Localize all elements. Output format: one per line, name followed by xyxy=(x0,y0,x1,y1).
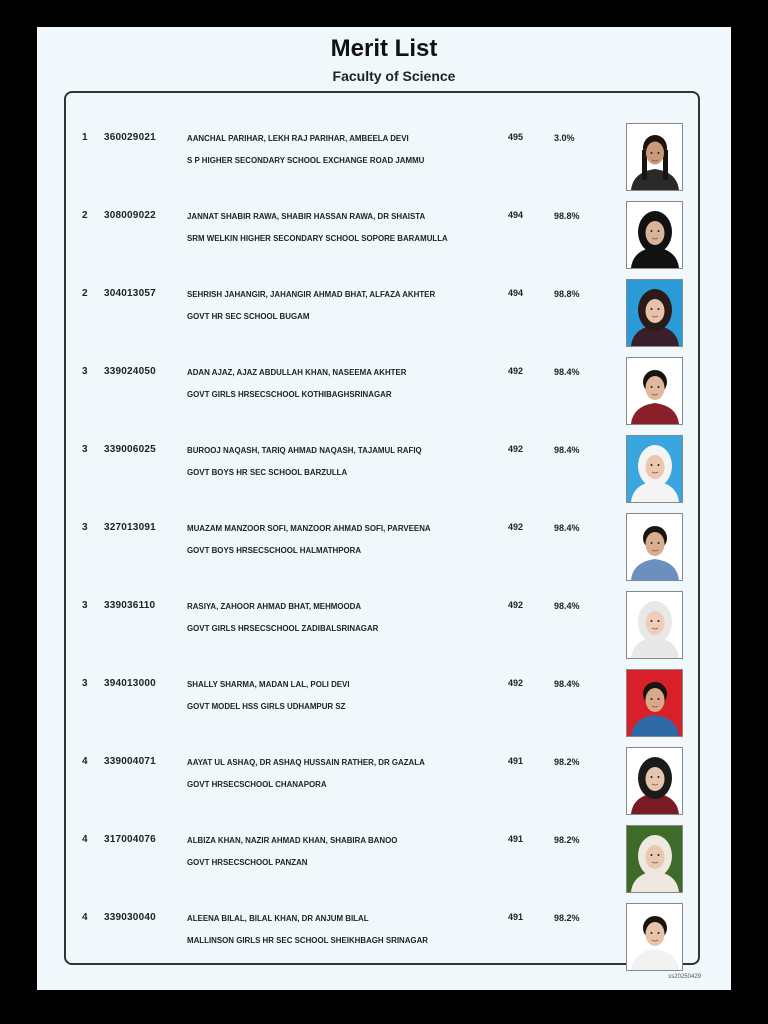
student-photo xyxy=(626,903,683,971)
table-row xyxy=(37,361,731,439)
school-name: GOVT HRSECSCHOOL PANZAN xyxy=(187,857,308,867)
school-name: GOVT HRSECSCHOOL CHANAPORA xyxy=(187,779,327,789)
portrait-illustration xyxy=(627,748,683,814)
candidate-names: ALEENA BILAL, BILAL KHAN, DR ANJUM BILAL xyxy=(187,913,369,923)
percentage-value: 98.4% xyxy=(554,367,580,377)
rank-value: 3 xyxy=(82,522,88,533)
table-row xyxy=(37,595,731,673)
marks-value: 491 xyxy=(508,912,524,922)
student-photo xyxy=(626,201,683,269)
candidate-names: ADAN AJAZ, AJAZ ABDULLAH KHAN, NASEEMA AKHTER xyxy=(187,367,407,377)
candidate-names: RASIYA, ZAHOOR AHMAD BHAT, MEHMOODA xyxy=(187,601,362,611)
portrait-illustration xyxy=(627,904,683,970)
portrait-illustration xyxy=(627,124,683,190)
candidate-names: JANNAT SHABIR RAWA, SHABIR HASSAN RAWA, DR SHAISTA xyxy=(187,211,426,221)
roll-number: 394013000 xyxy=(104,678,156,689)
table-row xyxy=(37,751,731,829)
roll-number: 339030040 xyxy=(104,912,156,923)
percentage-value: 98.2% xyxy=(554,757,580,767)
roll-number: 327013091 xyxy=(104,522,156,533)
table-row xyxy=(37,829,731,907)
table-row xyxy=(37,907,731,985)
rank-value: 2 xyxy=(82,288,88,299)
school-name: GOVT MODEL HSS GIRLS UDHAMPUR SZ xyxy=(187,701,346,711)
rank-value: 2 xyxy=(82,210,88,221)
school-name: GOVT HR SEC SCHOOL BUGAM xyxy=(187,311,310,321)
candidate-names: AAYAT UL ASHAQ, DR ASHAQ HUSSAIN RATHER, DR GAZALA xyxy=(187,757,425,767)
roll-number: 339036110 xyxy=(104,600,156,611)
table-row xyxy=(37,205,731,283)
rank-value: 3 xyxy=(82,444,88,455)
student-photo xyxy=(626,747,683,815)
portrait-illustration xyxy=(627,670,683,736)
student-photo xyxy=(626,435,683,503)
table-row xyxy=(37,283,731,361)
portrait-illustration xyxy=(627,436,683,502)
marks-value: 494 xyxy=(508,210,524,220)
marks-value: 494 xyxy=(508,288,524,298)
candidate-names: SEHRISH JAHANGIR, JAHANGIR AHMAD BHAT, ALFAZA AKHTER xyxy=(187,289,436,299)
percentage-value: 98.2% xyxy=(554,835,580,845)
candidate-names: AANCHAL PARIHAR, LEKH RAJ PARIHAR, AMBEELA DEVI xyxy=(187,133,409,143)
table-row xyxy=(37,439,731,517)
school-name: GOVT GIRLS HRSECSCHOOL KOTHIBAGHSRINAGAR xyxy=(187,389,392,399)
rank-value: 4 xyxy=(82,912,88,923)
candidate-names: ALBIZA KHAN, NAZIR AHMAD KHAN, SHABIRA BANOO xyxy=(187,835,398,845)
candidate-names: SHALLY SHARMA, MADAN LAL, POLI DEVI xyxy=(187,679,350,689)
student-photo xyxy=(626,123,683,191)
roll-number: 339004071 xyxy=(104,756,156,767)
footer-code: ss20250429 xyxy=(668,974,701,980)
percentage-value: 98.4% xyxy=(554,601,580,611)
percentage-value: 98.8% xyxy=(554,211,580,221)
percentage-value: 98.4% xyxy=(554,679,580,689)
portrait-illustration xyxy=(627,592,683,658)
rank-value: 1 xyxy=(82,132,88,143)
school-name: MALLINSON GIRLS HR SEC SCHOOL SHEIKHBAGH SRINAGAR xyxy=(187,935,429,945)
portrait-illustration xyxy=(627,202,683,268)
percentage-value: 98.4% xyxy=(554,445,580,455)
marks-value: 492 xyxy=(508,366,524,376)
rank-value: 3 xyxy=(82,600,88,611)
marks-value: 492 xyxy=(508,444,524,454)
student-photo xyxy=(626,825,683,893)
student-photo xyxy=(626,513,683,581)
portrait-illustration xyxy=(627,358,683,424)
school-name: GOVT BOYS HRSECSCHOOL HALMATHPORA xyxy=(187,545,362,555)
school-name: S P HIGHER SECONDARY SCHOOL EXCHANGE ROAD JAMMU xyxy=(187,155,425,165)
candidate-names: BUROOJ NAQASH, TARIQ AHMAD NAQASH, TAJAMUL RAFIQ xyxy=(187,445,422,455)
table-row xyxy=(37,673,731,751)
marks-value: 491 xyxy=(508,756,524,766)
roll-number: 360029021 xyxy=(104,132,156,143)
school-name: SRM WELKIN HIGHER SECONDARY SCHOOL SOPORE BARAMULLA xyxy=(187,233,448,243)
table-row xyxy=(37,517,731,595)
marks-value: 492 xyxy=(508,522,524,532)
page-subtitle: Faculty of Science xyxy=(332,68,456,84)
percentage-value: 98.4% xyxy=(554,523,580,533)
student-photo xyxy=(626,669,683,737)
percentage-value: 98.2% xyxy=(554,913,580,923)
percentage-value: 98.8% xyxy=(554,289,580,299)
portrait-illustration xyxy=(627,826,683,892)
marks-value: 492 xyxy=(508,678,524,688)
rank-value: 3 xyxy=(82,366,88,377)
roll-number: 317004076 xyxy=(104,834,156,845)
table-row xyxy=(37,127,731,205)
roll-number: 308009022 xyxy=(104,210,156,221)
rank-value: 3 xyxy=(82,678,88,689)
merit-list-page xyxy=(37,27,731,990)
roll-number: 339024050 xyxy=(104,366,156,377)
rank-value: 4 xyxy=(82,834,88,845)
rank-value: 4 xyxy=(82,756,88,767)
roll-number: 339006025 xyxy=(104,444,156,455)
page-title: Merit List xyxy=(330,35,438,62)
marks-value: 491 xyxy=(508,834,524,844)
portrait-illustration xyxy=(627,280,683,346)
student-photo xyxy=(626,357,683,425)
roll-number: 304013057 xyxy=(104,288,156,299)
school-name: GOVT BOYS HR SEC SCHOOL BARZULLA xyxy=(187,467,348,477)
marks-value: 492 xyxy=(508,600,524,610)
school-name: GOVT GIRLS HRSECSCHOOL ZADIBALSRINAGAR xyxy=(187,623,379,633)
portrait-illustration xyxy=(627,514,683,580)
percentage-value: 3.0% xyxy=(554,133,575,143)
candidate-names: MUAZAM MANZOOR SOFI, MANZOOR AHMAD SOFI, PARVEENA xyxy=(187,523,431,533)
student-photo xyxy=(626,279,683,347)
marks-value: 495 xyxy=(508,132,524,142)
student-photo xyxy=(626,591,683,659)
